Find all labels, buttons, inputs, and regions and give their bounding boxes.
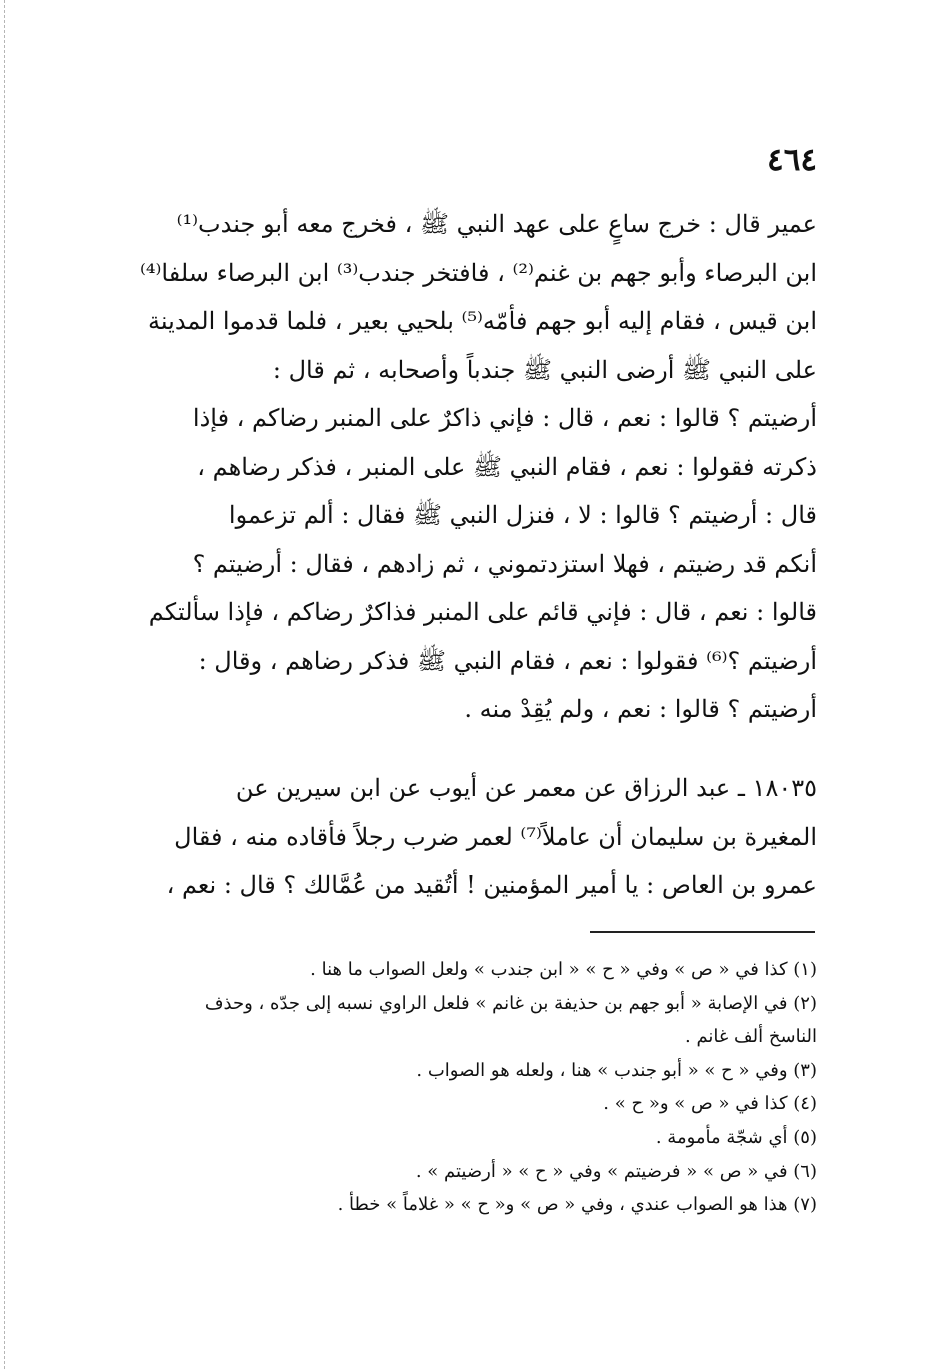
footnote-4: (٤) كذا في « ص » و« ح » .: [603, 1093, 817, 1115]
text-line: عمرو بن العاص : يا أمير المؤمنين ! أتُقيد من عُمَّالك ؟ قال : نعم ،: [166, 871, 817, 899]
text-line: ذكرته فقولوا : نعم ، فقام النبي ﷺ على المنبر ، فذكر رضاهم ،: [197, 452, 817, 481]
text-line: على النبي ﷺ أرضى النبي ﷺ جندباً وأصحابه ، ثم قال :: [272, 355, 817, 384]
footnote-3: (٣) وفي « ح » « أبو جندب » هنا ، ولعله هو الصواب .: [416, 1059, 817, 1081]
footnote-2-continuation: الناسخ ألف غانم .: [685, 1026, 817, 1048]
hadith-18035-paragraph: [147, 764, 817, 910]
page-number: ٤٦٤: [767, 142, 817, 178]
text-line: أرضيتم ؟ قالوا : نعم ، قال : فإني ذاكرٌ على المنبر رضاكم ، فإذا: [192, 404, 817, 432]
text-line: قالوا : نعم ، قال : فإني قائم على المنبر فذاكرٌ رضاكم ، فإذا سألتكم: [148, 598, 817, 626]
footnote-5: (٥) أي شجّة مأمومة .: [655, 1126, 817, 1148]
text-line: المغيرة بن سليمان أن عاملاً⁽⁷⁾ لعمر ضرب رجلاً فأقاده منه ، فقال: [174, 822, 817, 851]
main-paragraph: [140, 200, 817, 734]
page-edge-line: [4, 0, 5, 1369]
text-line: أرضيتم ؟ قالوا : نعم ، ولم يُقِدْ منه .: [464, 695, 817, 723]
text-line: ابن البرصاء وأبو جهم بن غنم⁽²⁾ ، فافتخر جندب⁽³⁾ ابن البرصاء سلفا⁽⁴⁾: [140, 258, 817, 287]
footnote-2: (٢) في الإصابة « أبو جهم بن حذيفة بن غانم » فلعل الراوي نسبه إلى جدّه ، وحذف: [204, 992, 817, 1014]
footnote-1: (١) كذا في « ص » وفي « ح » « ابن جندب » ولعل الصواب ما هنا .: [310, 959, 817, 980]
text-line: أرضيتم ؟⁽⁶⁾ فقولوا : نعم ، فقام النبي ﷺ فذكر رضاهم ، وقال :: [198, 646, 817, 675]
text-line: قال : أرضيتم ؟ قالوا : لا ، فنزل النبي ﷺ فقال : ألم تزعموا: [228, 501, 817, 529]
text-line: ١٨٠٣٥ ـ عبد الرزاق عن معمر عن أيوب عن ابن سيرين عن: [235, 774, 817, 802]
footnote-7: (٧) هذا هو الصواب عندي ، وفي « ص » و« ح » « غلاماً » خطأ .: [337, 1194, 817, 1216]
footnote-separator: [590, 931, 815, 933]
text-line: ابن قيس ، فقام إليه أبو جهم فأمّه⁽⁵⁾ بلحيي بعير ، فلما قدموا المدينة: [148, 307, 817, 335]
footnote-6: (٦) في « ص » « فرضيتم » وفي « ح » « أرضيتم » .: [415, 1160, 817, 1182]
text-line: عمير قال : خرج ساعٍ على عهد النبي ﷺ ، فخرج معه أبو جندب⁽¹⁾: [176, 210, 817, 238]
footnotes: [147, 953, 817, 1222]
text-line: أنكم قد رضيتم ، فهلا استزدتموني ، ثم زادهم ، فقال : أرضيتم ؟: [192, 549, 817, 578]
